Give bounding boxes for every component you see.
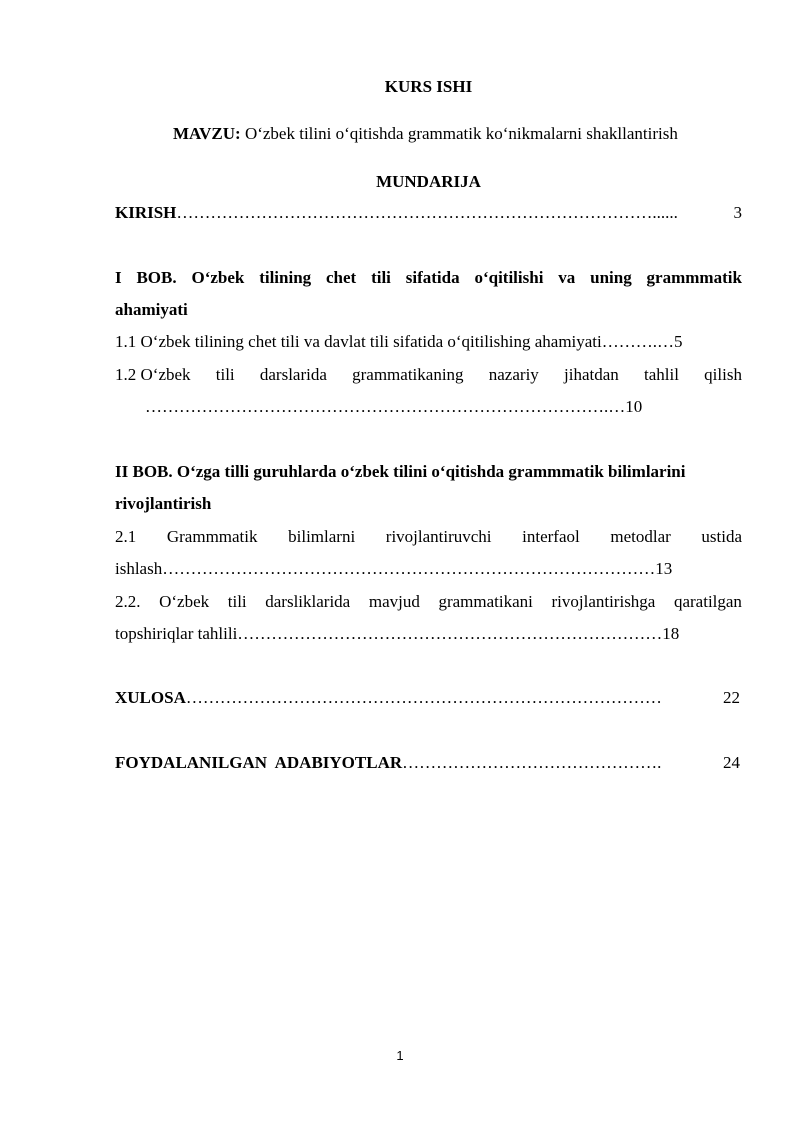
toc-word: 1.2 O‘zbek [115, 365, 191, 384]
toc-word: rivojlantirishga [551, 592, 656, 611]
toc-word: qilish [704, 365, 742, 384]
toc-word: BOB. [136, 268, 177, 287]
toc-word: 2.2. [115, 592, 141, 611]
toc-word: o‘qitilishi [474, 268, 544, 287]
toc-leader-dots: ……….… [601, 332, 675, 351]
toc-word: I [115, 268, 122, 287]
toc-references-label: FOYDALANILGAN ADABIYOTLAR [115, 753, 403, 772]
toc-chapter1-title-line2[interactable]: ahamiyati [115, 300, 188, 319]
toc-word: grammatikani [438, 592, 533, 611]
toc-word: tilining [259, 268, 312, 287]
toc-page-number: 5 [674, 332, 683, 351]
toc-word: tili [227, 592, 247, 611]
toc-entry-text: 1.1 O‘zbek tilining chet tili va davlat tili sifatida o‘qitilishing ahamiyati [115, 332, 602, 351]
toc-entry-2-2-line2[interactable] [115, 623, 742, 645]
toc-intro-label: KIRISH [115, 203, 177, 222]
toc-leader-dots: ………………………………………………………………… [237, 624, 663, 643]
toc-word: sifatida [405, 268, 460, 287]
toc-word: tili [371, 268, 391, 287]
toc-word: darsliklarida [265, 592, 351, 611]
toc-entry-references[interactable] [115, 752, 740, 774]
toc-entry-1-2-line2[interactable] [145, 396, 725, 418]
toc-word: bilimlarni [288, 527, 356, 546]
topic-line [173, 123, 753, 145]
toc-entry-1-1[interactable] [115, 331, 742, 353]
toc-word: metodlar [610, 527, 671, 546]
toc-word: va [558, 268, 576, 287]
toc-page-number: 3 [733, 203, 742, 222]
toc-chapter1-title-line1[interactable] [115, 267, 742, 289]
toc-entry-2-1-line2[interactable] [115, 558, 735, 580]
toc-word: tili [215, 365, 235, 384]
toc-page-number: 24 [723, 753, 740, 772]
toc-leader-dots: …………………………………………………………………………...... [176, 203, 678, 222]
toc-entry-conclusion[interactable] [115, 687, 740, 709]
toc-leader-dots: ……………………………………………………………………….… [145, 397, 626, 416]
topic-text: O‘zbek tilini o‘qitishda grammatik ko‘nikmalarni shakllantirish [244, 124, 678, 143]
toc-leader-dots: ………………………………………………………………………… [185, 688, 662, 707]
toc-word: darslarida [259, 365, 327, 384]
toc-chapter2-title-line2[interactable]: rivojlantirish [115, 494, 212, 513]
toc-entry-2-1-line1[interactable] [115, 526, 742, 548]
topic-label: MAVZU: [173, 124, 241, 143]
toc-leader-dots: ………………………………………. [402, 753, 662, 772]
toc-page-number: 18 [662, 624, 680, 643]
toc-word: Grammmatik [166, 527, 258, 546]
toc-entry-1-2-line1[interactable] [115, 364, 742, 386]
toc-word: mavjud [368, 592, 420, 611]
toc-page-number: 13 [655, 559, 673, 578]
toc-leader-dots: …………………………………………………………………………… [162, 559, 656, 578]
toc-word: nazariy [488, 365, 539, 384]
toc-chapter2-title-line1[interactable]: II BOB. O‘zga tilli guruhlarda o‘zbek tilini o‘qitishda grammmatik bilimlarini [115, 462, 686, 481]
toc-word: tahlil [644, 365, 679, 384]
toc-entry-intro[interactable] [115, 202, 742, 224]
page-number: 1 [396, 1048, 404, 1063]
toc-entry-2-2-line1[interactable] [115, 591, 742, 613]
toc-word: rivojlantiruvchi [385, 527, 492, 546]
toc-entry-text: topshiriqlar tahlili [115, 624, 238, 643]
toc-word: jihatdan [564, 365, 619, 384]
toc-word: interfaol [522, 527, 580, 546]
toc-entry-text: ishlash [115, 559, 163, 578]
toc-word: O‘zbek [191, 268, 245, 287]
toc-page-number: 10 [625, 397, 643, 416]
toc-word: 2.1 [115, 527, 137, 546]
document-title: KURS ISHI [384, 77, 473, 96]
toc-word: grammmatik [646, 268, 742, 287]
toc-word: chet [326, 268, 357, 287]
toc-word: uning [590, 268, 632, 287]
toc-word: ustida [701, 527, 742, 546]
toc-word: qaratilgan [673, 592, 742, 611]
toc-word: grammatikaning [352, 365, 464, 384]
contents-title: MUNDARIJA [376, 172, 481, 191]
toc-conclusion-label: XULOSA [115, 688, 186, 707]
toc-page-number: 22 [723, 688, 740, 707]
toc-word: O‘zbek [159, 592, 210, 611]
